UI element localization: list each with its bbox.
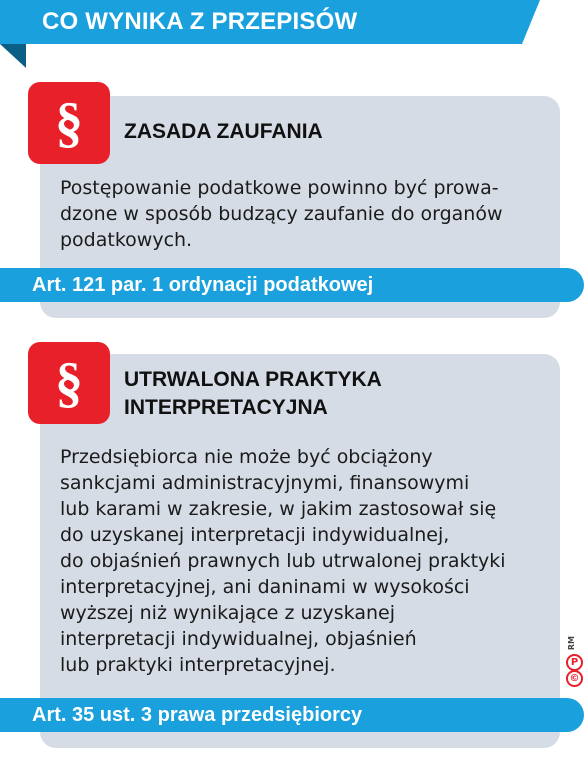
header-title: CO WYNIKA Z PRZEPISÓW: [42, 8, 358, 35]
paragraph-badge-icon: [28, 342, 110, 424]
section-body: [60, 175, 555, 253]
body-line: wyższej niż wynikające z uzyskanej: [60, 602, 395, 624]
reference-text: Art. 121 par. 1 ordynacji podatkowej: [32, 274, 374, 296]
section-title: ZASADA ZAUFANIA: [124, 120, 323, 143]
body-line: do uzyskanej interpretacji indywidualnej,: [60, 524, 450, 546]
copyright-credit: [564, 636, 582, 686]
body-line: sankcjami administracyjnymi, finansowymi: [60, 472, 470, 494]
reference-bar: [0, 268, 584, 302]
title-line: UTRWALONA PRAKTYKA: [124, 368, 382, 391]
section-symbol: §: [55, 352, 83, 414]
body-line: interpretacji indywidualnej, objaśnień: [60, 628, 417, 650]
title-line: INTERPRETACYJNA: [124, 396, 328, 419]
body-line: podatkowych.: [60, 229, 193, 251]
paragraph-badge-icon: [28, 82, 110, 164]
body-line: interpretacyjnej, ani daninami w wysokości: [60, 576, 470, 598]
body-line: Postępowanie podatkowe powinno być prowa-: [60, 177, 499, 199]
section-symbol: §: [55, 92, 83, 154]
header-fold: [0, 44, 26, 68]
body-line: do objaśnień prawnych lub utrwalonej praktyki: [60, 550, 506, 572]
body-line: lub praktyki interpretacyjnej.: [60, 654, 336, 676]
credit-initials: RM: [567, 636, 576, 651]
body-line: dzone w sposób budzący zaufanie do organów: [60, 203, 503, 225]
section-body: [60, 444, 555, 678]
reference-bar: [0, 698, 584, 732]
p-mark-icon: P: [566, 654, 583, 671]
reference-text: Art. 35 ust. 3 prawa przedsiębiorcy: [32, 704, 363, 726]
copyright-icon: ©: [566, 670, 583, 687]
body-line: lub karami w zakresie, w jakim zastosował się: [60, 498, 497, 520]
section-title: [124, 366, 454, 422]
body-line: Przedsiębiorca nie może być obciążony: [60, 446, 433, 468]
